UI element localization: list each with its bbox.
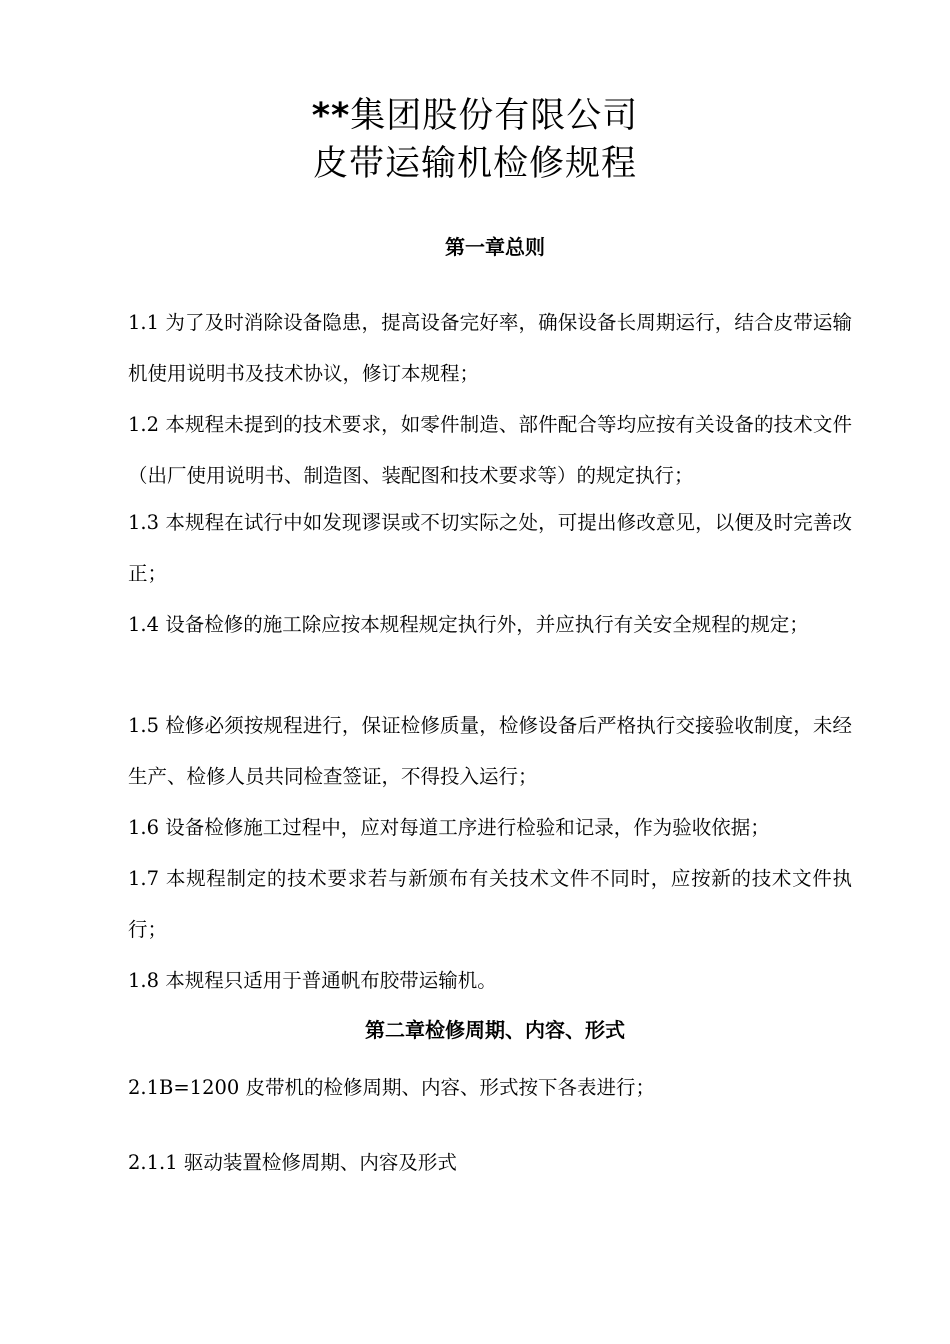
clause-1-2: 1.2 本规程未提到的技术要求，如零件制造、部件配合等均应按有关设备的技术文件（出厂使用说明书、制造图、装配图和技术要求等）的规定执行； xyxy=(128,413,852,487)
clause-1-8: 1.8 本规程只适用于普通帆布胶带运输机。 xyxy=(128,969,497,992)
clause-2-1: 2.1B=1200 皮带机的检修周期、内容、形式按下各表进行； xyxy=(128,1076,656,1099)
clause-1-7: 1.7 本规程制定的技术要求若与新颁布有关技术文件不同时，应按新的技术文件执行； xyxy=(128,867,852,941)
clause-1-5: 1.5 检修必须按规程进行，保证检修质量，检修设备后严格执行交接验收制度，未经生产、检修人员共同检查签证，不得投入运行； xyxy=(128,714,852,788)
clause-1-6: 1.6 设备检修施工过程中，应对每道工序进行检验和记录，作为验收依据； xyxy=(128,816,770,839)
clause-2-1-1: 2.1.1 驱动装置检修周期、内容及形式 xyxy=(128,1151,457,1174)
title-company-name: 集团股份有限公司 xyxy=(350,96,639,136)
clause-1-4: 1.4 设备检修的施工除应按本规程规定执行外，并应执行有关安全规程的规定； xyxy=(128,613,809,636)
title-line-company xyxy=(0,92,950,140)
clause-1-1: 1.1 为了及时消除设备隐患，提高设备完好率，确保设备长周期运行，结合皮带运输机使用说明书及技术协议，修订本规程； xyxy=(128,311,852,385)
clause-1-3: 1.3 本规程在试行中如发现谬误或不切实际之处，可提出修改意见，以便及时完善改正； xyxy=(128,511,852,585)
chapter2-heading: 第二章检修周期、内容、形式 xyxy=(365,1018,625,1042)
title-stars: ** xyxy=(311,96,351,136)
title-line-procedure: 皮带运输机检修规程 xyxy=(312,144,637,184)
chapter1-heading: 第一章总则 xyxy=(445,235,545,259)
document-title xyxy=(0,92,950,188)
